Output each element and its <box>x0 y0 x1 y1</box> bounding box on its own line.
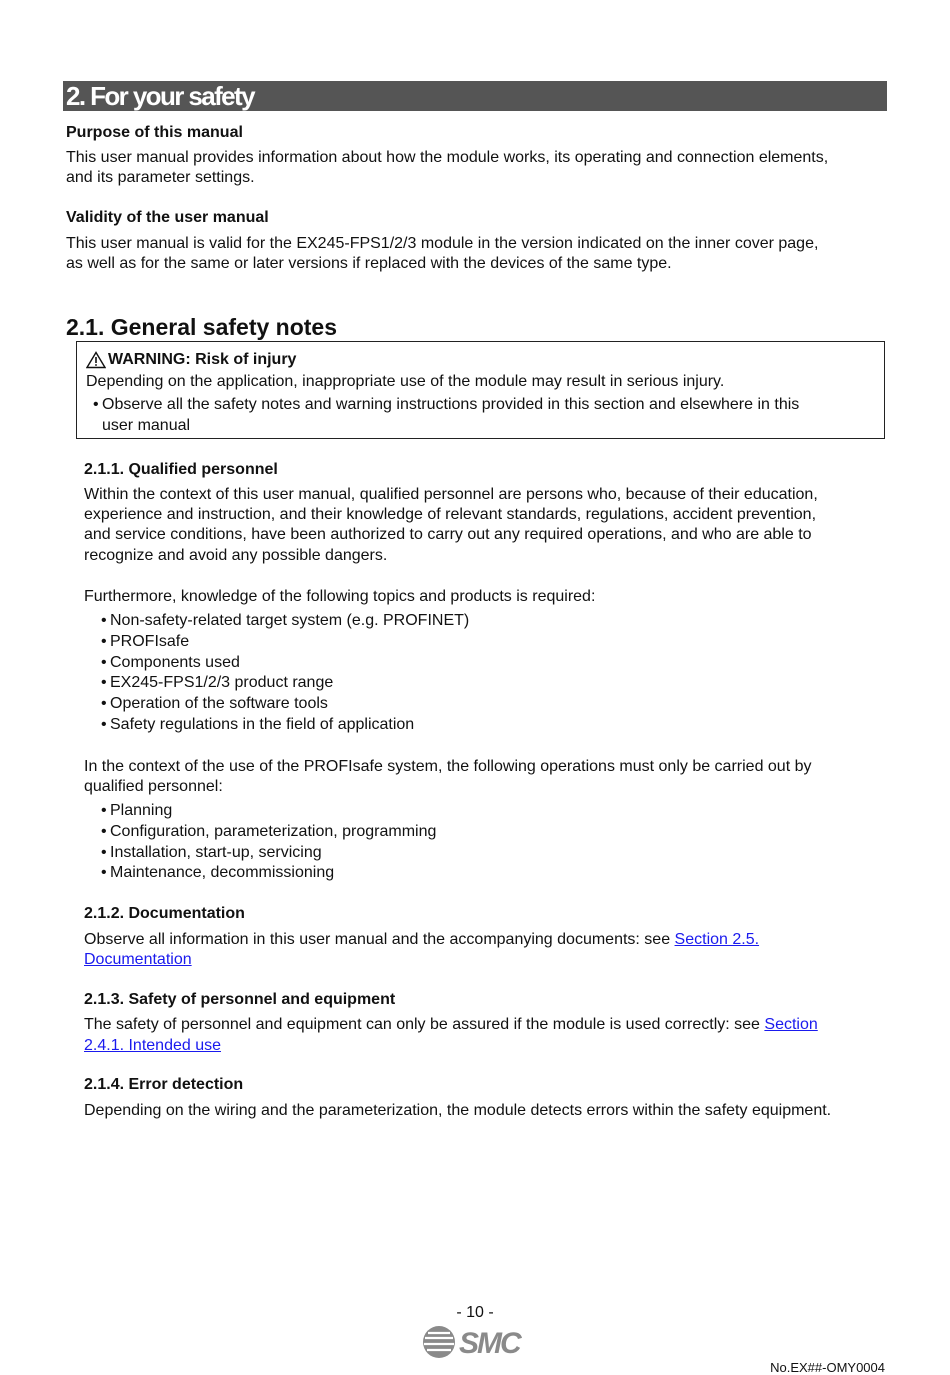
list-item <box>101 611 469 632</box>
list-item <box>101 863 436 884</box>
personnel-safety-line-1 <box>84 1015 818 1036</box>
list-item <box>101 694 469 715</box>
operations-list <box>101 801 436 884</box>
bullet-icon: • <box>101 674 107 692</box>
page-number: - 10 - <box>456 1304 494 1321</box>
qualified-para-3-line-1: In the context of the use of the PROFIsafe system, the following operations must only be carried out by <box>84 758 812 775</box>
qualified-para-1-line-2: experience and instruction, and their knowledge of relevant standards, regulations, accident prevention, <box>84 506 817 523</box>
personnel-safety-text: The safety of personnel and equipment can only be assured if the module is used correctly: see <box>84 1016 765 1033</box>
bullet-icon: • <box>101 612 107 629</box>
bullet-icon: • <box>101 653 107 671</box>
bullet-icon: • <box>101 715 107 733</box>
documentation-text: Observe all information in this user manual and the accompanying documents: see <box>84 931 675 948</box>
section-heading-qualified-personnel: 2.1.1. Qualified personnel <box>84 461 278 478</box>
list-item <box>101 801 436 822</box>
bullet-icon: • <box>101 632 107 650</box>
list-item-text: Safety regulations in the field of application <box>110 715 415 733</box>
list-item-text: Maintenance, decommissioning <box>110 864 335 882</box>
qualified-para-1-line-3: and service conditions, have been authorized to carry out any required operations, and who are able to <box>84 526 812 543</box>
documentation-link[interactable]: Section 2.5. <box>674 931 760 948</box>
warning-bullet-line-1: Observe all the safety notes and warning instructions provided in this section and elsewhere in this <box>102 396 800 413</box>
validity-line-2: as well as for the same or later versions if replaced with the devices of the same type. <box>66 255 672 272</box>
list-item <box>101 653 469 674</box>
list-item-text: Non-safety-related target system (e.g. PROFINET) <box>110 612 470 629</box>
intended-use-link[interactable]: Section <box>764 1016 818 1033</box>
qualified-para-1-line-4: recognize and avoid any possible dangers. <box>84 547 388 564</box>
bullet-icon: • <box>101 864 107 882</box>
list-item-text: Components used <box>110 653 240 671</box>
list-item <box>101 673 469 694</box>
list-item-text: PROFIsafe <box>110 632 190 650</box>
personnel-safety-line-2 <box>84 1036 221 1057</box>
bullet-icon: • <box>101 695 107 713</box>
qualified-para-3-line-2: qualified personnel: <box>84 778 223 795</box>
documentation-line-2 <box>84 950 192 971</box>
qualified-para-2: Furthermore, knowledge of the following topics and products is required: <box>84 588 596 605</box>
list-item-text: Installation, start-up, servicing <box>110 843 322 861</box>
section-heading-documentation: 2.1.2. Documentation <box>84 905 245 922</box>
bullet-icon: • <box>101 802 107 819</box>
list-item <box>101 715 469 736</box>
list-item-text: Operation of the software tools <box>110 695 328 713</box>
purpose-line-2: and its parameter settings. <box>66 169 255 186</box>
warning-box <box>76 341 885 439</box>
section-heading-general-safety: 2.1. General safety notes <box>66 314 338 340</box>
logo-text: SMC <box>459 1327 520 1360</box>
list-item-text: EX245-FPS1/2/3 product range <box>110 674 334 692</box>
smc-logo <box>421 1324 529 1360</box>
intended-use-link-cont[interactable]: 2.4.1. Intended use <box>84 1037 221 1054</box>
list-item-text: Configuration, parameterization, programming <box>110 822 437 840</box>
warning-text: Depending on the application, inappropriate use of the module may result in serious injury. <box>86 373 725 390</box>
topics-list <box>101 611 469 736</box>
warning-title-text: WARNING: Risk of injury <box>108 351 297 368</box>
document-number: No.EX##-OMY0004 <box>770 1360 885 1375</box>
error-detection-text: Depending on the wiring and the parameterization, the module detects errors within the safety equipment. <box>84 1102 832 1119</box>
bullet-icon: • <box>101 822 107 840</box>
list-item <box>101 632 469 653</box>
purpose-heading: Purpose of this manual <box>66 124 243 141</box>
list-item <box>101 822 436 843</box>
warning-title <box>86 351 296 369</box>
bullet-icon: • <box>93 396 99 413</box>
documentation-line-1 <box>84 930 759 951</box>
bullet-icon: • <box>101 843 107 861</box>
qualified-para-1-line-1: Within the context of this user manual, qualified personnel are persons who, because of their education, <box>84 486 818 503</box>
documentation-link-cont[interactable]: Documentation <box>84 951 192 968</box>
warning-bullet <box>93 394 862 436</box>
purpose-line-1: This user manual provides information about how the module works, its operating and connection elements, <box>66 149 829 166</box>
list-item-text: Planning <box>110 802 173 819</box>
warning-triangle-icon <box>86 351 106 369</box>
section-heading-personnel-safety: 2.1.3. Safety of personnel and equipment <box>84 991 396 1008</box>
chapter-title: 2. For your safety <box>63 81 887 111</box>
list-item <box>101 843 436 864</box>
warning-bullet-line-2: user manual <box>102 417 191 434</box>
section-heading-error-detection: 2.1.4. Error detection <box>84 1076 244 1093</box>
validity-heading: Validity of the user manual <box>66 209 269 226</box>
validity-line-1: This user manual is valid for the EX245-FPS1/2/3 module in the version indicated on the inner cover page, <box>66 235 819 252</box>
